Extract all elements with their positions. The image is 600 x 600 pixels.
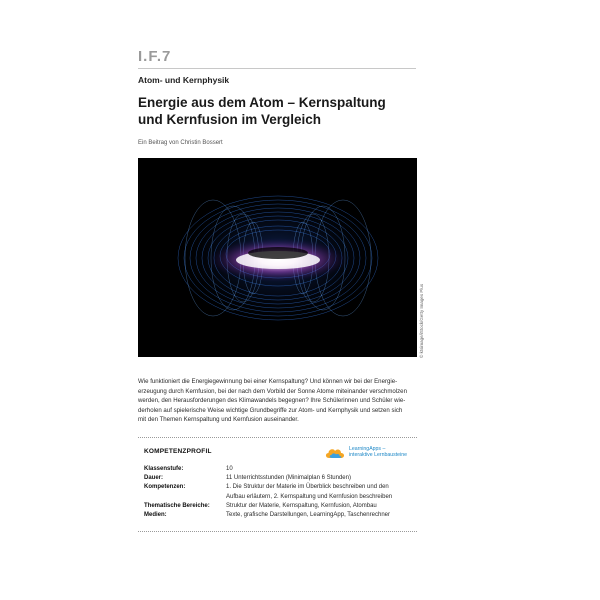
learningapps-logo [324, 446, 407, 460]
author-line: Ein Beitrag von Christin Bossert [138, 140, 223, 146]
kp-key: Kompetenzen: [144, 484, 186, 491]
kp-key: Dauer: [144, 475, 164, 482]
kp-key: Thematische Bereiche: [144, 502, 210, 509]
kp-key [144, 493, 226, 502]
kompetenzprofil-table [144, 465, 414, 520]
logo-line-2: interaktive Lernbausteine [349, 452, 407, 459]
intro-text [138, 377, 417, 425]
kp-value: 1. Die Struktur der Materie im Überblick beschreiben und den [226, 484, 389, 491]
kp-value: Struktur der Materie, Kernspaltung, Kernfusion, Atombau [226, 502, 377, 509]
intro-line: erzeugung durch Kernfusion, bei der nach dem Vorbild der Sonne Atome miteinander verschmolzen [138, 387, 407, 395]
intro-line: derholen auf spielerische Weise wichtige Grundbegriffe zur Atom- und Kernphysik und setzen sich [138, 406, 403, 414]
kp-row [144, 465, 414, 474]
kp-row [144, 502, 414, 511]
intro-line: werden, den Herausforderungen des Klimawandels begegnen? Ihre Schülerinnen und Schüler wie- [138, 397, 406, 405]
cloud-icon [324, 446, 346, 460]
kp-row [144, 511, 414, 520]
title-line-1: Energie aus dem Atom – Kernspaltung [138, 95, 386, 110]
intro-line: Wie funktioniert die Energiegewinnung bei einer Kernspaltung? Und können wir bei der Energie- [138, 378, 398, 385]
kp-row [144, 483, 414, 492]
kp-value: Aufbau erläutern, 2. Kernspaltung und Kernfusion beschreiben [226, 493, 393, 500]
kompetenzprofil-box [138, 437, 417, 532]
kompetenzprofil-heading: KOMPETENZPROFIL [144, 448, 212, 455]
kp-value: 10 [226, 466, 233, 472]
kp-row [144, 474, 414, 483]
hero-image-torus [138, 158, 417, 357]
kp-row [144, 493, 414, 502]
image-credit: © ktsimage/iStock/Getty Images Plus [419, 283, 424, 358]
header-rule [138, 68, 416, 69]
page-title [138, 94, 438, 128]
kp-value: Texte, grafische Darstellungen, LearningApp, Taschenrechner [226, 512, 390, 519]
subject-heading: Atom- und Kernphysik [138, 75, 230, 85]
kp-value: 11 Unterrichtsstunden (Minimalplan 6 Stunden) [226, 475, 351, 482]
section-code: I.F.7 [138, 48, 172, 65]
intro-line: mit den Themen Kernspaltung und Kernfusion auseinander. [138, 416, 299, 424]
torus-illustration [138, 158, 417, 357]
kp-key: Klassenstufe: [144, 466, 184, 472]
logo-line-1: LearningApps – [349, 446, 386, 452]
kp-key: Medien: [144, 512, 167, 519]
title-line-2: und Kernfusion im Vergleich [138, 112, 322, 127]
